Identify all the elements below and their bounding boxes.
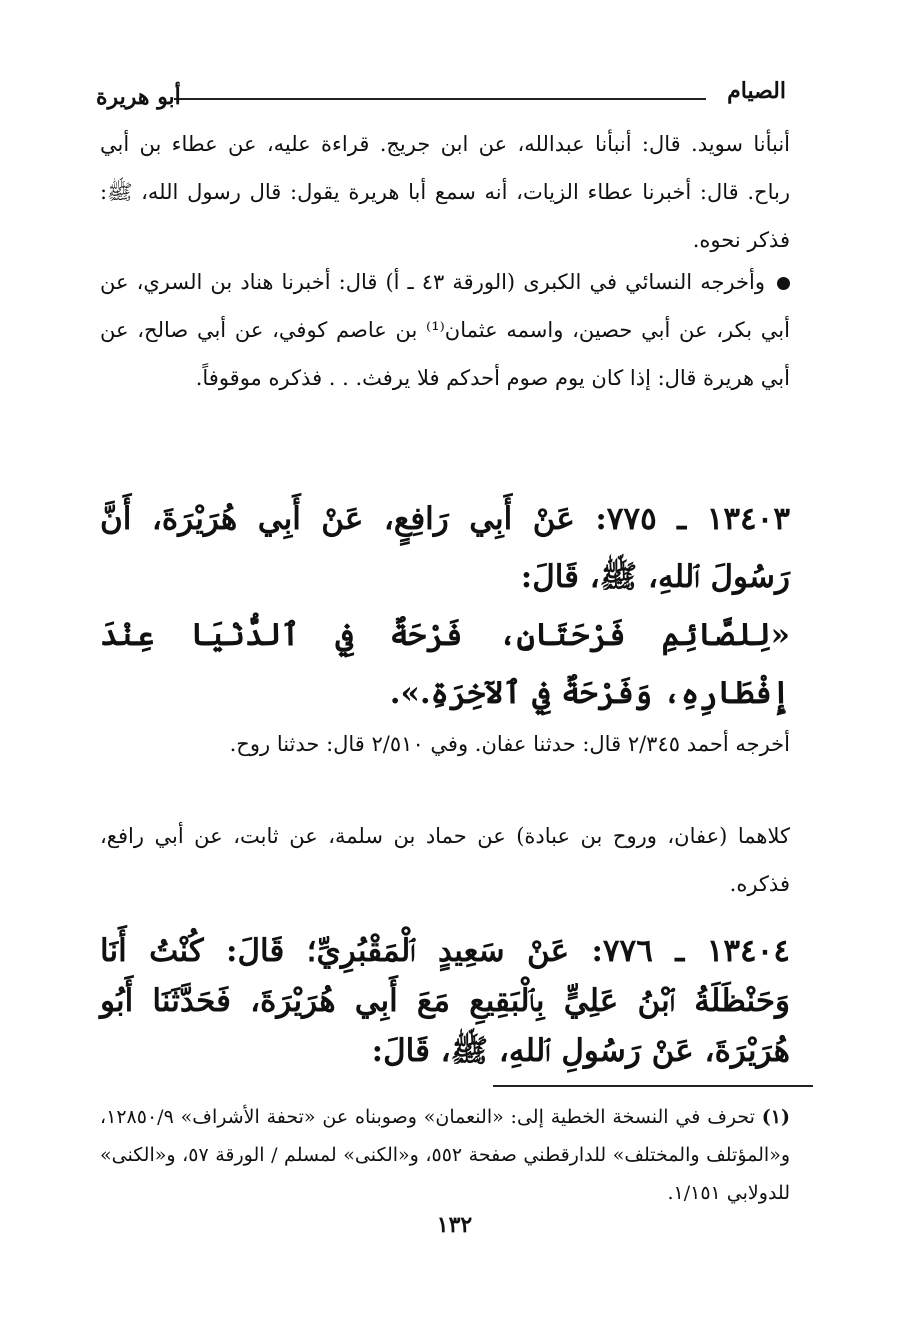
running-header [96, 78, 786, 112]
chapter-title: الصيام [727, 78, 786, 104]
author-title: أبو هريرة [96, 84, 181, 110]
hadith-quote-13403: «لِلصَّائِمِ فَرْحَتَانِ، فَرْحَةٌ فِي ٱلدُّنْيَا عِنْدَ إِفْطَارِهِ، وَفَرْحَةٌ فِي ٱلآخِرَةِ.». [100, 617, 790, 711]
hadith-heading-13403: ١٣٤٠٣ ـ ٧٧٥: عَنْ أَبِي رَافِعٍ، عَنْ أَبِي هُرَيْرَةَ، أَنَّ رَسُولَ ٱللهِ، ﷺ، قَالَ: [100, 501, 790, 595]
paragraph-isnad-1: أنبأنا سويد. قال: أنبأنا عبدالله، عن ابن جريج. قراءة عليه، عن عطاء بن أبي رباح. قال: أخبرنا عطاء الزيات، أنه سمع أبا هريرة يقول: قال رسول الله، ﷺ: فذكر نحوه. [100, 132, 790, 252]
footnote-text: تحرف في النسخة الخطية إلى: «النعمان» وصوبناه عن «تحفة الأشراف» ١٢٨٥٠/٩، و«المؤتلف والمختلف» للدارقطني صفحة ٥٥٢، و«الكنى» لمسلم / الورقة ٥٧، و«الكنى» للدولابي ١/١٥١. [100, 1106, 790, 1204]
takhrij-note-2: كلاهما (عفان، وروح بن عبادة) عن حماد بن سلمة، عن ثابت، عن أبي رافع، فذكره. [100, 824, 790, 896]
bullet-icon [777, 277, 790, 290]
footnote [100, 1098, 790, 1212]
footnote-rule [493, 1085, 813, 1087]
paragraph-nasai-text: وأخرجه النسائي في الكبرى (الورقة ٤٣ ـ أ) قال: أخبرنا هناد بن السري، عن أبي بكر، عن أبي حصين، واسمه عثمان⁽¹⁾ بن عاصم كوفي، عن أبي صالح، عن أبي هريرة قال: إذا كان يوم صوم أحدكم فلا يرفث. . . فذكره موقوفاً. [100, 270, 790, 390]
page-number: ١٣٢ [436, 1212, 473, 1238]
takhrij-note-1: أخرجه أحمد ٢/٣٤٥ قال: حدثنا عفان. وفي ٢/٥١٠ قال: حدثنا روح. [229, 732, 790, 756]
header-rule [174, 98, 706, 100]
paragraph-nasai [100, 258, 790, 402]
footnote-number: (١) [761, 1106, 790, 1128]
hadith-heading-13404: ١٣٤٠٤ ـ ٧٧٦: عَنْ سَعِيدٍ ٱلْمَقْبُرِيِّ؛ قَالَ: كُنْتُ أَنَا وَحَنْظَلَةُ ٱبْنُ عَلِيٍّ بِٱلْبَقِيعِ مَعَ أَبِي هُرَيْرَةَ، فَحَدَّثَنَا أَبُو هُرَيْرَةَ، عَنْ رَسُولِ ٱللهِ، ﷺ، قَالَ: [100, 933, 790, 1069]
